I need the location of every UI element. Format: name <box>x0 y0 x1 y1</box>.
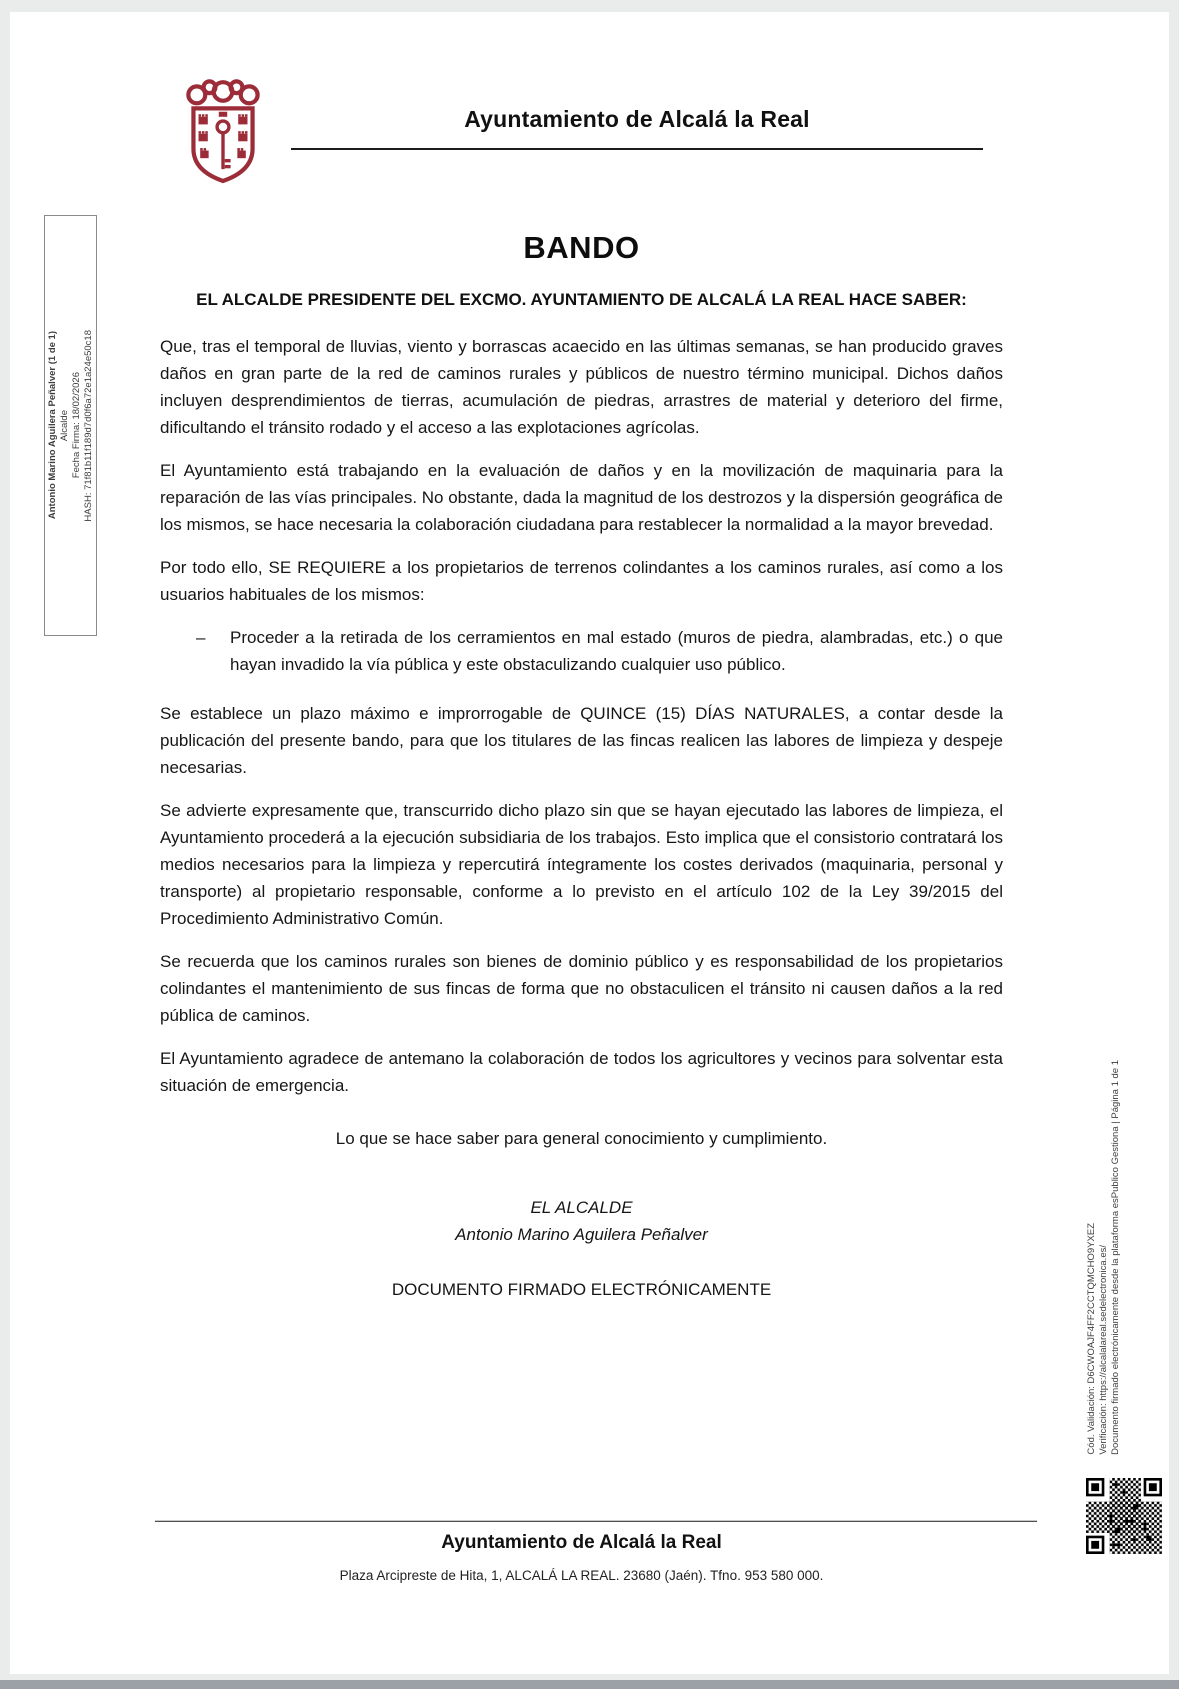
stamp-sign-date: Fecha Firma: 18/02/2026 <box>71 372 82 479</box>
body-paragraph: Se advierte expresamente que, transcurrido dicho plazo sin que se hayan ejecutado las labores de limpieza, el Ayuntamiento procederá a la ejecución subsidiaria de los trabajos. Esto implica que el consistorio contratará los medios necesarios para la limpieza y repercutirá íntegramente los costes derivados (maquinaria, personal y transporte) al propietario responsable, conforme a lo previsto en el artículo 102 de la Ley 39/2015 del Procedimiento Administrativo Común. <box>160 801 1003 928</box>
stamp-signer-name: Antonio Marino Aguilera Peñalver (1 de 1) <box>47 331 58 520</box>
document-title: BANDO <box>523 230 640 265</box>
platform-note: Documento firmado electrónicamente desde la plataforma esPublico Gestiona | Página 1 de 1 <box>1110 1060 1121 1455</box>
footer-address: Plaza Arcipreste de Hita, 1, ALCALÁ LA REAL. 23680 (Jaén). Tfno. 953 580 000. <box>339 1568 824 1583</box>
body-paragraph: Por todo ello, SE REQUIERE a los propietarios de terrenos colindantes a los caminos rurales, así como a los usuarios habituales de los mismos: <box>160 558 1003 604</box>
document-body <box>160 333 1003 1319</box>
stamp-signer-role: Alcalde <box>59 409 70 442</box>
verification-url: Verificación: https://alcalalareal.sedelectronica.es/ <box>1098 1245 1109 1455</box>
body-paragraph: El Ayuntamiento está trabajando en la evaluación de daños y en la movilización de maquinaria para la reparación de las vías principales. No obstante, dada la magnitud de los destrozos y la dispersión geográfica de los mismos, se hace necesaria la colaboración ciudadana para restablecer la normalidad a la mayor brevedad. <box>160 461 1003 534</box>
signature-stamp-box <box>44 215 97 636</box>
stamp-hash: HASH: 71f81b11f189d7d0f6a72e1a24e50c18 <box>83 329 94 522</box>
list-item-text: Proceder a la retirada de los cerramientos en mal estado (muros de piedra, alambradas, etc.) o que hayan invadido la vía pública y este obstaculizando cualquier uso público. <box>230 628 1003 674</box>
validation-code: Cód. Validación: D6CWOAJF4FF2CCTQMCHO9YXEZ <box>1086 1223 1097 1455</box>
header-title: Ayuntamiento de Alcalá la Real <box>464 106 810 132</box>
qr-code <box>1086 1478 1162 1554</box>
footer-title: Ayuntamiento de Alcalá la Real <box>441 1532 722 1553</box>
header-divider <box>291 148 983 150</box>
alcala-coat-of-arms-logo <box>185 74 261 190</box>
list-item <box>160 624 1003 678</box>
electronic-signature-note: DOCUMENTO FIRMADO ELECTRÓNICAMENTE <box>391 1280 772 1299</box>
body-paragraph: Se establece un plazo máximo e improrrogable de QUINCE (15) DÍAS NATURALES, a contar desde la publicación del presente bando, para que los titulares de las fincas realicen las labores de limpieza y despeje necesarias. <box>160 704 1003 777</box>
footer-divider <box>155 1520 1037 1522</box>
body-paragraph: Se recuerda que los caminos rurales son bienes de dominio público y es responsabilidad de los propietarios colindantes el mantenimiento de sus fincas de forma que no obstaculicen el tránsito ni causen daños a la red pública de caminos. <box>160 952 1003 1025</box>
closing-statement: Lo que se hace saber para general conocimiento y cumplimiento. <box>335 1129 828 1148</box>
body-paragraph: El Ayuntamiento agradece de antemano la colaboración de todos los agricultores y vecinos para solventar esta situación de emergencia. <box>160 1049 1003 1095</box>
list-dash-marker: – <box>196 628 206 647</box>
document-subtitle: EL ALCALDE PRESIDENTE DEL EXCMO. AYUNTAMIENTO DE ALCALÁ LA REAL HACE SABER: <box>196 290 967 309</box>
page-edge-shadow <box>0 1680 1179 1689</box>
signature-name: Antonio Marino Aguilera Peñalver <box>455 1225 708 1244</box>
validation-sidebar <box>1086 975 1121 1455</box>
signature-role: EL ALCALDE <box>530 1198 633 1217</box>
body-paragraph: Que, tras el temporal de lluvias, viento y borrascas acaecido en las últimas semanas, se han producido graves daños en gran parte de la red de caminos rurales y públicos de nuestro término municipal. Dichos daños incluyen desprendimientos de tierras, acumulación de piedras, arrastres de material y deterioro del firme, dificultando el tránsito rodado y el acceso a las explotaciones agrícolas. <box>160 337 1003 437</box>
